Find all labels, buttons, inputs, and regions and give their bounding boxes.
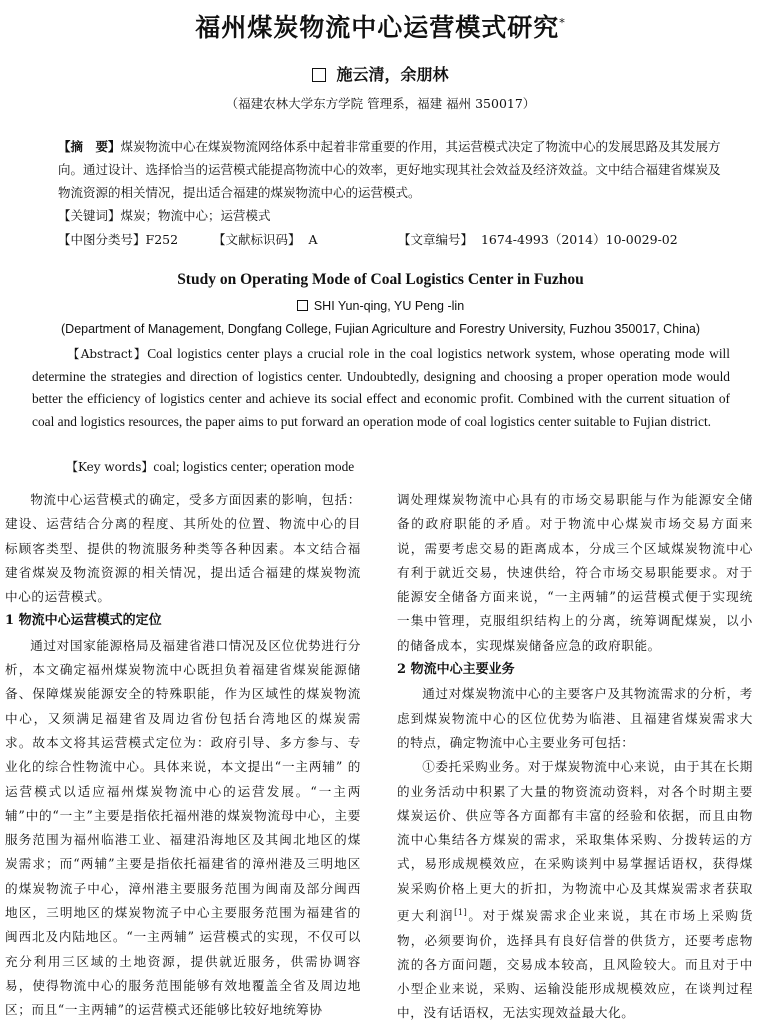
abstract-cn-label: 【摘 要】: [58, 139, 121, 154]
article-no-label: 【文章编号】: [398, 232, 474, 247]
intro-paragraph: 物流中心运营模式的确定，受多方面因素的影响，包括：建设、运营结合分离的程度、其所处的位置、物流中心的目标顾客类型、提供的物流服务种类等各种因素。本文结合福建省煤炭及物流资源的相关情况，提出适合福建的煤炭物流中心的运营模式。: [5, 492, 361, 605]
author-box-icon: [297, 300, 308, 311]
abstract-en-text: Coal logistics center plays a crucial role in the coal logistics network system, whose operating mode will determine the strategies and direction of logistics center. Undoubtedly, designing and choosing a proper operation mode would better the efficiency of logistics center and achieve its social effect and economic profit. Combined with the current situation of coal and logistics resources, the paper aims to put forward an operation mode of coal logistics center suitable to Fujian district.: [32, 346, 731, 429]
section2-paragraph: 通过对煤炭物流中心的主要客户及其物流需求的分析，考虑到煤炭物流中心的区位优势为临港、且福建省煤炭需求大的特点，确定物流中心主要业务可包括：: [397, 686, 753, 750]
body-column-left: [5, 488, 361, 1023]
citation-ref: [1]: [454, 908, 468, 918]
procurement-paragraph: [397, 755, 753, 1025]
affiliation: （福建农林大学东方学院 管理系，福建 福州 350017）: [225, 96, 536, 111]
procurement-text-a: ①委托采购业务。对于煤炭物流中心来说，由于其在长期的业务活动中积累了大量的物资流动资料，对各个时期主要煤炭运价、供应等各方面都有丰富的经验和依据，而且由物流中心集结各方煤炭的需求，采取集体采购、分拨转运的方式，易形成规模效应，在采购谈判中易掌握话语权，获得煤炭采购价格上更大的折扣，为物流中心及其煤炭需求者获取更大利润: [397, 759, 753, 924]
paper-title: [0, 8, 761, 44]
authors: 施云清，余朋林: [336, 65, 449, 84]
article-no-value: 1674-4993（2014）10-0029-02: [480, 232, 678, 247]
paper-title-text: 福州煤炭物流中心运营模式研究: [195, 13, 560, 42]
clc-value: F252: [145, 232, 179, 247]
title-footnote-mark: *: [559, 16, 566, 30]
keywords-cn-label: 【关键词】: [58, 208, 121, 223]
english-author-line: [0, 299, 761, 313]
body-column-right: [397, 488, 753, 1026]
keywords-en-label: 【Key words】: [66, 460, 154, 474]
clc-label: 【中图分类号】: [58, 232, 146, 247]
doc-code-value: A: [308, 232, 318, 247]
abstract-en: [32, 343, 730, 433]
english-authors: SHI Yun-qing, YU Peng -lin: [313, 299, 465, 313]
keywords-cn-text: 煤炭；物流中心；运营模式: [120, 208, 271, 223]
english-affiliation: (Department of Management, Dongfang College, Fujian Agriculture and Forestry University, Fuzhou 350017, China): [61, 322, 700, 336]
keywords-en: [66, 458, 354, 475]
english-title: Study on Operating Mode of Coal Logistics Center in Fuzhou: [177, 271, 584, 288]
section-heading-2: 2 物流中心主要业务: [397, 662, 515, 678]
abstract-cn-text: 煤炭物流中心在煤炭物流网络体系中起着非常重要的作用，其运营模式决定了物流中心的发展思路及其发展方向。通过设计、选择恰当的运营模式能提高物流中心的效率，更好地实现其社会效益及经济效益。文中结合福建省煤炭及物流资源的相关情况，提出适合福建的煤炭物流中心的运营模式。: [58, 139, 721, 200]
author-line: [0, 62, 761, 85]
section1-paragraph: 通过对国家能源格局及福建省港口情况及区位优势进行分析，本文确定福州煤炭物流中心既担负着福建省煤炭能源储备、保障煤炭能源安全的特殊职能，作为区域性的煤炭物流中心，又须满足福建省及周边省份包括台湾地区的煤炭需求。故本文将其运营模式定位为：政府引导、多方参与、专业化的综合性物流中心。具体来说，本文提出“一主两辅” 的运营模式以适应福州煤炭物流中心的运营发展。“一主两辅”中的“一主”主要是指依托福州港的煤炭物流母中心，主要服务范围为福州临港工业、福建沿海地区及其闽北地区的煤炭需求；而“两辅”主要是指依托福建省的漳州港及三明地区的煤炭物流子中心，漳州港主要服务范围为闽南及部分闽西地区，三明地区的煤炭物流子中心主要服务范围为福建省的闽西北及内陆地区。“一主两辅” 运营模式的实现，不仅可以充分利用三区域的土地资源，提供就近服务，供需协调容易，使得物流中心的服务范围能够有效地覆盖全省及周边地区；而且“一主两辅”的运营模式还能够比较好地统筹协: [5, 637, 361, 1018]
continued-paragraph: 调处理煤炭物流中心具有的市场交易职能与作为能源安全储备的政府职能的矛盾。对于物流中心煤炭市场交易方面来说，需要考虑交易的距离成本，分成三个区域煤炭物流中心有利于就近交易，快速供给，符合市场交易职能要求。对于能源安全储备方面来说，“一主两辅”的运营模式便于实现统一集中管理，克服组织结构上的分离，统筹调配煤炭，以小的储备成本，实现煤炭储备应急的政府职能。: [397, 492, 753, 653]
procurement-text-b: 。对于煤炭需求企业来说，其在市场上采购货物，必须要询价，选择具有良好信誉的供货方，还要考虑物流的各方面问题，交易成本较高，且风险较大。而且对于中小型企业来说，采购、运输没能形成规模效应，在谈判过程中，没有话语权，无法实现效益最大化。: [397, 908, 754, 1021]
keywords-en-text: coal; logistics center; operation mode: [153, 459, 355, 474]
abstract-cn: [58, 135, 730, 204]
author-box-icon: [312, 68, 326, 82]
section-heading-1: 1 物流中心运营模式的定位: [5, 613, 162, 629]
abstract-en-label: 【Abstract】: [66, 347, 148, 361]
doc-code-label: 【文献标识码】: [213, 232, 301, 247]
